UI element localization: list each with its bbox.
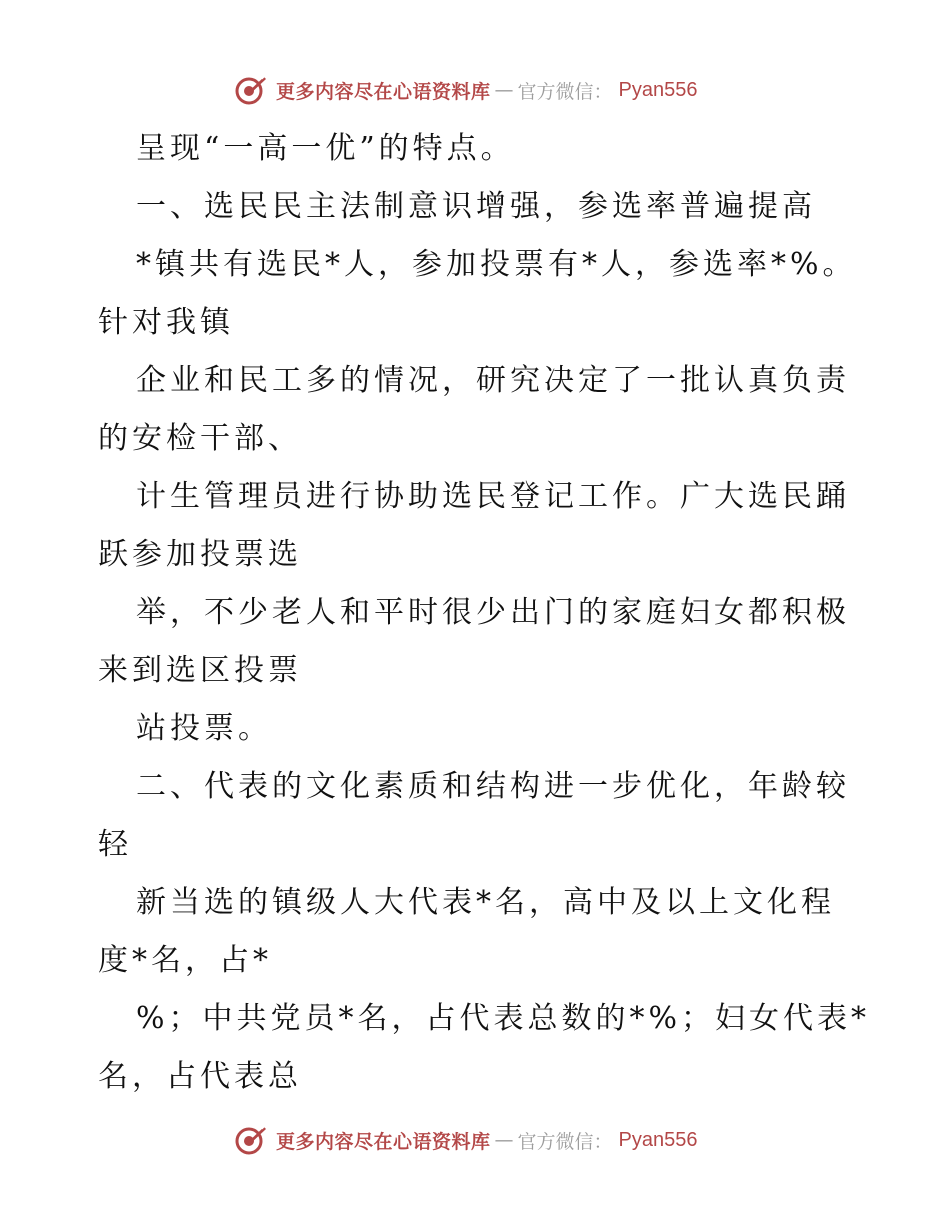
- watermark-dash: —: [494, 79, 514, 101]
- watermark-brand: 更多内容尽在心语资料库: [276, 1130, 491, 1153]
- text-line: 举，不少老人和平时很少出门的家庭妇女都积极: [136, 595, 850, 630]
- text-line: *镇共有选民*人，参加投票有*人，参选率*%。: [136, 247, 857, 282]
- watermark-dash: —: [494, 1129, 514, 1151]
- text-line: 站投票。: [136, 711, 272, 746]
- pen-logo-icon: [234, 73, 268, 107]
- watermark-wechat-id: Pyan556: [618, 1128, 698, 1151]
- section-heading: 一、选民民主法制意识增强，参选率普遍提高: [136, 189, 816, 224]
- text-line: 度*名，占*: [98, 943, 272, 978]
- footer-watermark: [234, 1122, 754, 1158]
- text-line: 计生管理员进行协助选民登记工作。广大选民踊: [136, 479, 850, 514]
- text-line: 针对我镇: [98, 305, 234, 340]
- text-line: 跃参加投票选: [98, 537, 302, 572]
- text-line: 新当选的镇级人大代表*名，高中及以上文化程: [136, 885, 835, 920]
- text-line: 名，占代表总: [98, 1059, 302, 1094]
- watermark-label: 官方微信：: [517, 1130, 613, 1153]
- watermark-label: 官方微信：: [517, 80, 613, 103]
- text-line: 企业和民工多的情况，研究决定了一批认真负责: [136, 363, 850, 398]
- text-line: %；中共党员*名，占代表总数的*%；妇女代表*: [136, 1001, 871, 1036]
- header-watermark: [234, 72, 754, 108]
- text-line: 的安检干部、: [98, 421, 302, 456]
- text-line: 轻: [98, 827, 132, 862]
- watermark-wechat-id: Pyan556: [618, 78, 698, 101]
- text-line: 呈现“一高一优”的特点。: [136, 131, 515, 166]
- document-body: [98, 120, 871, 1106]
- watermark-brand: 更多内容尽在心语资料库: [276, 80, 491, 103]
- section-heading: 二、代表的文化素质和结构进一步优化，年龄较: [136, 769, 850, 804]
- text-line: 来到选区投票: [98, 653, 302, 688]
- pen-logo-icon: [234, 1123, 268, 1157]
